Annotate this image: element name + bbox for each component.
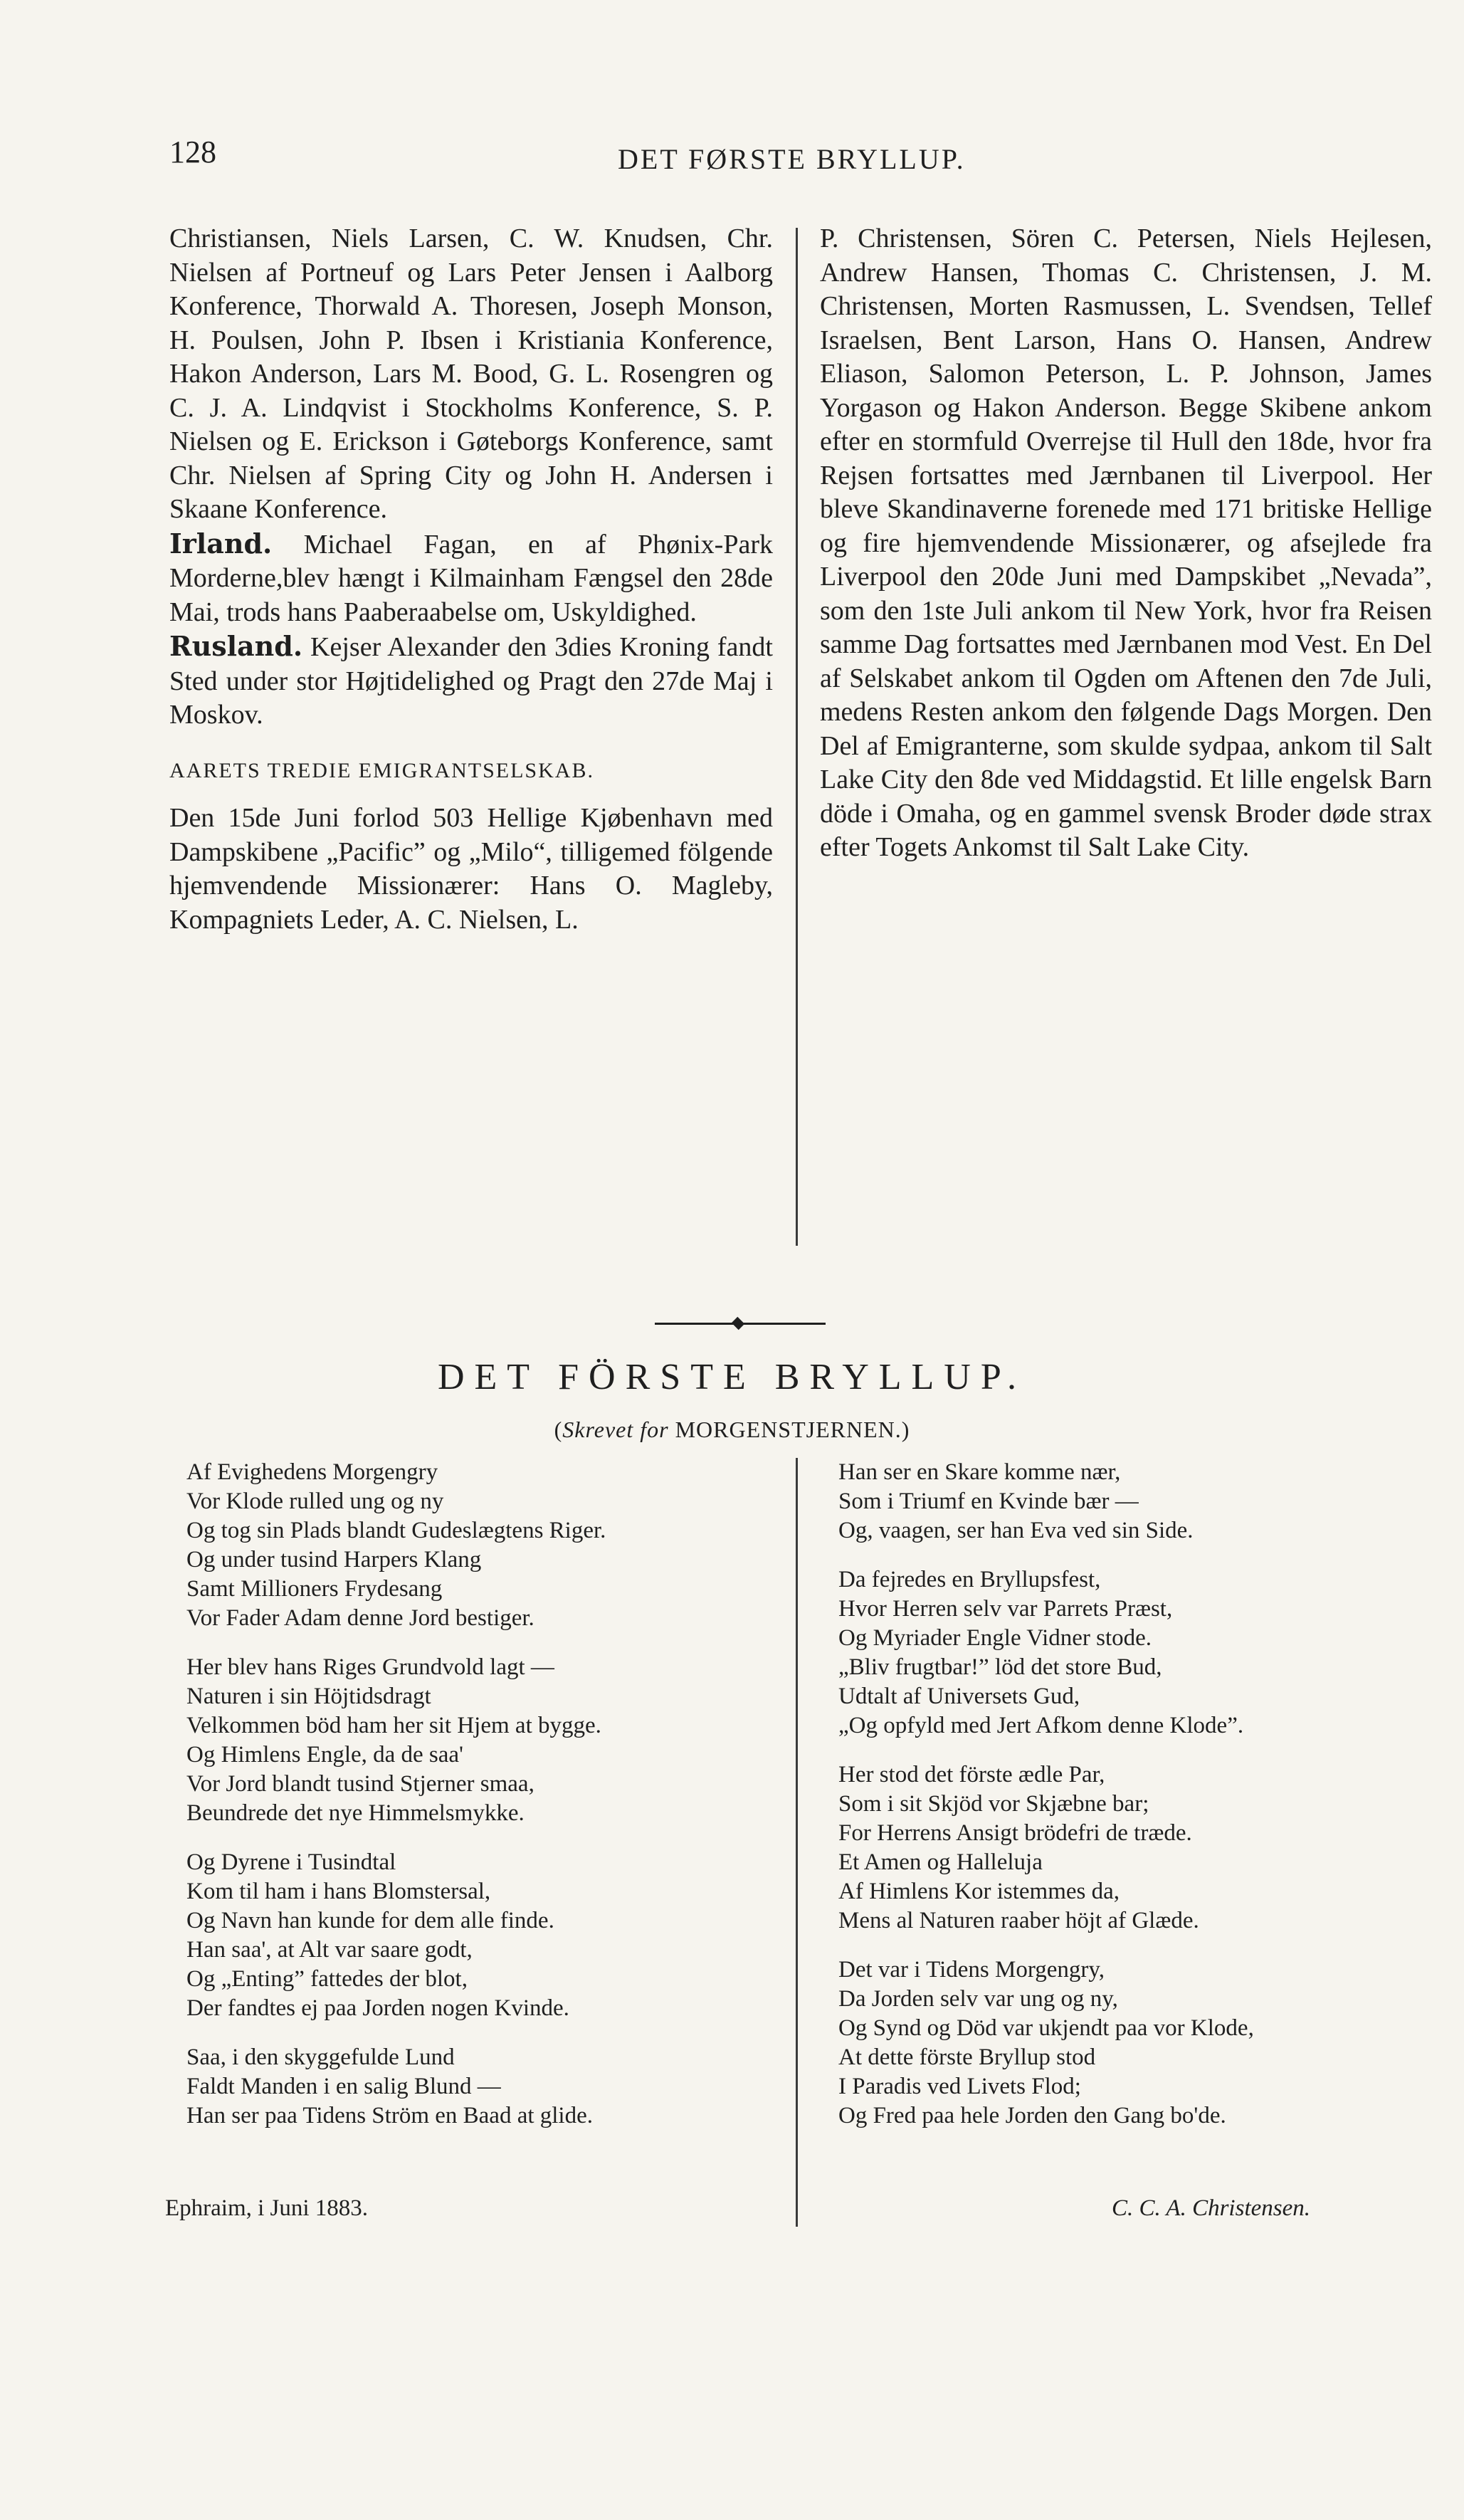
poem-line: Her blev hans Riges Grundvold lagt — <box>186 1654 554 1680</box>
poem-line: Og tog sin Plads blandt Gudeslægtens Riger. <box>186 1518 606 1543</box>
poem-line: Og „Enting” fattedes der blot, <box>186 1966 468 1992</box>
poem-line: „Og opfyld med Jert Afkom denne Klode”. <box>838 1713 1244 1738</box>
poem-line: Kom til ham i hans Blomstersal, <box>186 1879 491 1904</box>
column-divider-top <box>796 228 798 1246</box>
poem-line: „Bliv frugtbar!” löd det store Bud, <box>838 1654 1162 1680</box>
poem-line: Velkommen böd ham her sit Hjem at bygge. <box>186 1713 601 1738</box>
poem-title: DET FÖRSTE BRYLLUP. <box>437 1357 1027 1397</box>
poem-line: Her stod det förste ædle Par, <box>838 1762 1105 1787</box>
poem-line: At dette förste Bryllup stod <box>838 2044 1096 2070</box>
poem-line: Vor Jord blandt tusind Stjerner smaa, <box>186 1771 534 1797</box>
column-divider-bottom <box>796 1458 798 2227</box>
poem-line: Saa, i den skyggefulde Lund <box>186 2044 455 2070</box>
poem-line: For Herrens Ansigt brödefri de træde. <box>838 1820 1192 1846</box>
poem-line: Af Evighedens Morgengry <box>186 1459 438 1485</box>
right-column <box>820 222 1432 865</box>
poem-line: Udtalt af Universets Gud, <box>838 1684 1080 1709</box>
place-date: Ephraim, i Juni 1883. <box>165 2195 369 2221</box>
poem-line: Han saa', at Alt var saare godt, <box>186 1937 473 1963</box>
poem-line: Og Navn han kunde for dem alle finde. <box>186 1908 554 1933</box>
poem-line: Naturen i sin Höjtidsdragt <box>186 1684 431 1709</box>
left-column <box>169 222 773 937</box>
poem-line: Og Dyrene i Tusindtal <box>186 1849 396 1875</box>
stanza <box>838 1955 1254 2131</box>
poem-line: Og Himlens Engle, da de saa' <box>186 1742 464 1768</box>
poem-line: Faldt Manden i en salig Blund — <box>186 2074 501 2099</box>
subtitle-source: MORGENSTJERNEN. <box>675 1417 902 1442</box>
page-number: 128 <box>169 135 216 169</box>
running-head: DET FØRSTE BRYLLUP. <box>618 143 966 175</box>
poem-line: Af Himlens Kor istemmes da, <box>838 1879 1120 1904</box>
poem-line: Han ser paa Tidens Ström en Baad at glide. <box>186 2103 593 2128</box>
divider-diamond-icon <box>732 1317 744 1330</box>
poem-line: Da fejredes en Bryllupsfest, <box>838 1567 1101 1592</box>
stanza <box>186 2043 606 2131</box>
poem-left-column <box>186 1458 606 2151</box>
poem-line: Og Myriader Engle Vidner stode. <box>838 1625 1152 1651</box>
poem-line: Hvor Herren selv var Parrets Præst, <box>838 1596 1173 1622</box>
poem-line: Et Amen og Halleluja <box>838 1849 1043 1875</box>
poem-author: C. C. A. Christensen. <box>1112 2195 1311 2221</box>
poem-line: Som i sit Skjöd vor Skjæbne bar; <box>838 1791 1149 1817</box>
poem-line: I Paradis ved Livets Flod; <box>838 2074 1081 2099</box>
right-paragraph-1: P. Christensen, Sören C. Petersen, Niels Hejlesen, Andrew Hansen, Thomas C. Christensen, J. M. Christensen, Morten Rasmussen, L. Svendsen, Tellef Israelsen, Bent Larson, Hans O. Hansen, Andrew Eliason, Salomon Peterson, L. P. Johnson, James Yorgason og Hakon Anderson. Begge Skibene ankom efter en stormfuld Overrejse til Hull den 18de, hvor fra Rejsen fortsattes med Jærnbanen til Liverpool. Her bleve Skandinaverne forenede med 171 britiske Hellige og fire hjemvendende Missionærer, og afsejlede fra Liverpool den 20de Juni med Dampskibet „Nevada”, som den 1ste Juli ankom til New York, hvor fra Reisen samme Dag fortsattes med Jærnbanen mod Vest. En Del af Selskabet ankom til Ogden om Aftenen den 7de Juli, medens Resten ankom den følgende Dags Morgen. Den Del af Emigranterne, som skulde sydpaa, ankom til Salt Lake City den 8de ved Middagstid. Et lille engelsk Barn döde i Omaha, og en gammel svensk Broder døde strax efter Togets Ankomst til Salt Lake City. <box>820 224 1432 862</box>
poem-line: Og under tusind Harpers Klang <box>186 1547 482 1573</box>
poem-line: Han ser en Skare komme nær, <box>838 1459 1121 1485</box>
irland-text: Michael Fagan, en af Phønix-Park Morderne,blev hængt i Kilmainham Fængsel den 28de Mai, trods hans Paaberaabelse om, Uskyldighed. <box>169 529 773 627</box>
rusland-label: Rusland. <box>169 630 303 662</box>
poem-line: Vor Klode rulled ung og ny <box>186 1489 444 1514</box>
stanza <box>186 1458 606 1633</box>
poem-line: Og Synd og Död var ukjendt paa vor Klode, <box>838 2015 1254 2041</box>
poem-line: Som i Triumf en Kvinde bær — <box>838 1489 1139 1514</box>
left-paragraph-2: Den 15de Juni forlod 503 Hellige Kjøbenhavn med Dampskibene „Pacific” og „Milo“, tilligemed fölgende hjemvendende Missionærer: Hans O. Magleby, Kompagniets Leder, A. C. Nielsen, L. <box>169 803 773 935</box>
left-paragraph-1: Christiansen, Niels Larsen, C. W. Knudsen, Chr. Nielsen af Portneuf og Lars Peter Jensen i Aalborg Konference, Thorwald A. Thoresen, Joseph Monson, H. Poulsen, John P. Ibsen i Kristiania Konference, Hakon Anderson, Lars M. Bood, G. L. Rosengren og C. J. A. Lindqvist i Stockholms Konference, S. P. Nielsen og E. Erickson i Gøteborgs Konference, samt Chr. Nielsen af Spring City og John H. Andersen i Skaane Konference. <box>169 224 773 524</box>
irland-paragraph <box>169 527 773 630</box>
stanza <box>186 1848 606 2023</box>
irland-label: Irland. <box>169 527 273 560</box>
poem-line: Beundrede det nye Himmelsmykke. <box>186 1800 525 1826</box>
poem-line: Og Fred paa hele Jorden den Gang bo'de. <box>838 2103 1226 2128</box>
section-heading: AARETS TREDIE EMIGRANTSELSKAB. <box>169 758 594 782</box>
stanza <box>838 1458 1254 1545</box>
poem-line: Mens al Naturen raaber höjt af Glæde. <box>838 1908 1199 1933</box>
stanza <box>186 1653 606 1828</box>
ornamental-divider <box>655 1323 826 1325</box>
rusland-text: Kejser Alexander den 3dies Kroning fandt Sted under stor Højtidelighed og Pragt den 27de Maj i Moskov. <box>169 632 773 730</box>
stanza <box>838 1760 1254 1936</box>
subtitle-italic: Skrevet for <box>562 1417 669 1442</box>
poem-line: Og, vaagen, ser han Eva ved sin Side. <box>838 1518 1194 1543</box>
poem-line: Samt Millioners Frydesang <box>186 1576 443 1602</box>
poem-right-column <box>838 1458 1254 2151</box>
rusland-paragraph <box>169 629 773 733</box>
poem-line: Det var i Tidens Morgengry, <box>838 1957 1105 1983</box>
poem-subtitle: (Skrevet for MORGENSTJERNEN.) <box>554 1417 910 1442</box>
stanza <box>838 1565 1254 1741</box>
poem-line: Vor Fader Adam denne Jord bestiger. <box>186 1605 534 1631</box>
poem-line: Da Jorden selv var ung og ny, <box>838 1986 1118 2012</box>
poem-line: Der fandtes ej paa Jorden nogen Kvinde. <box>186 1995 569 2021</box>
